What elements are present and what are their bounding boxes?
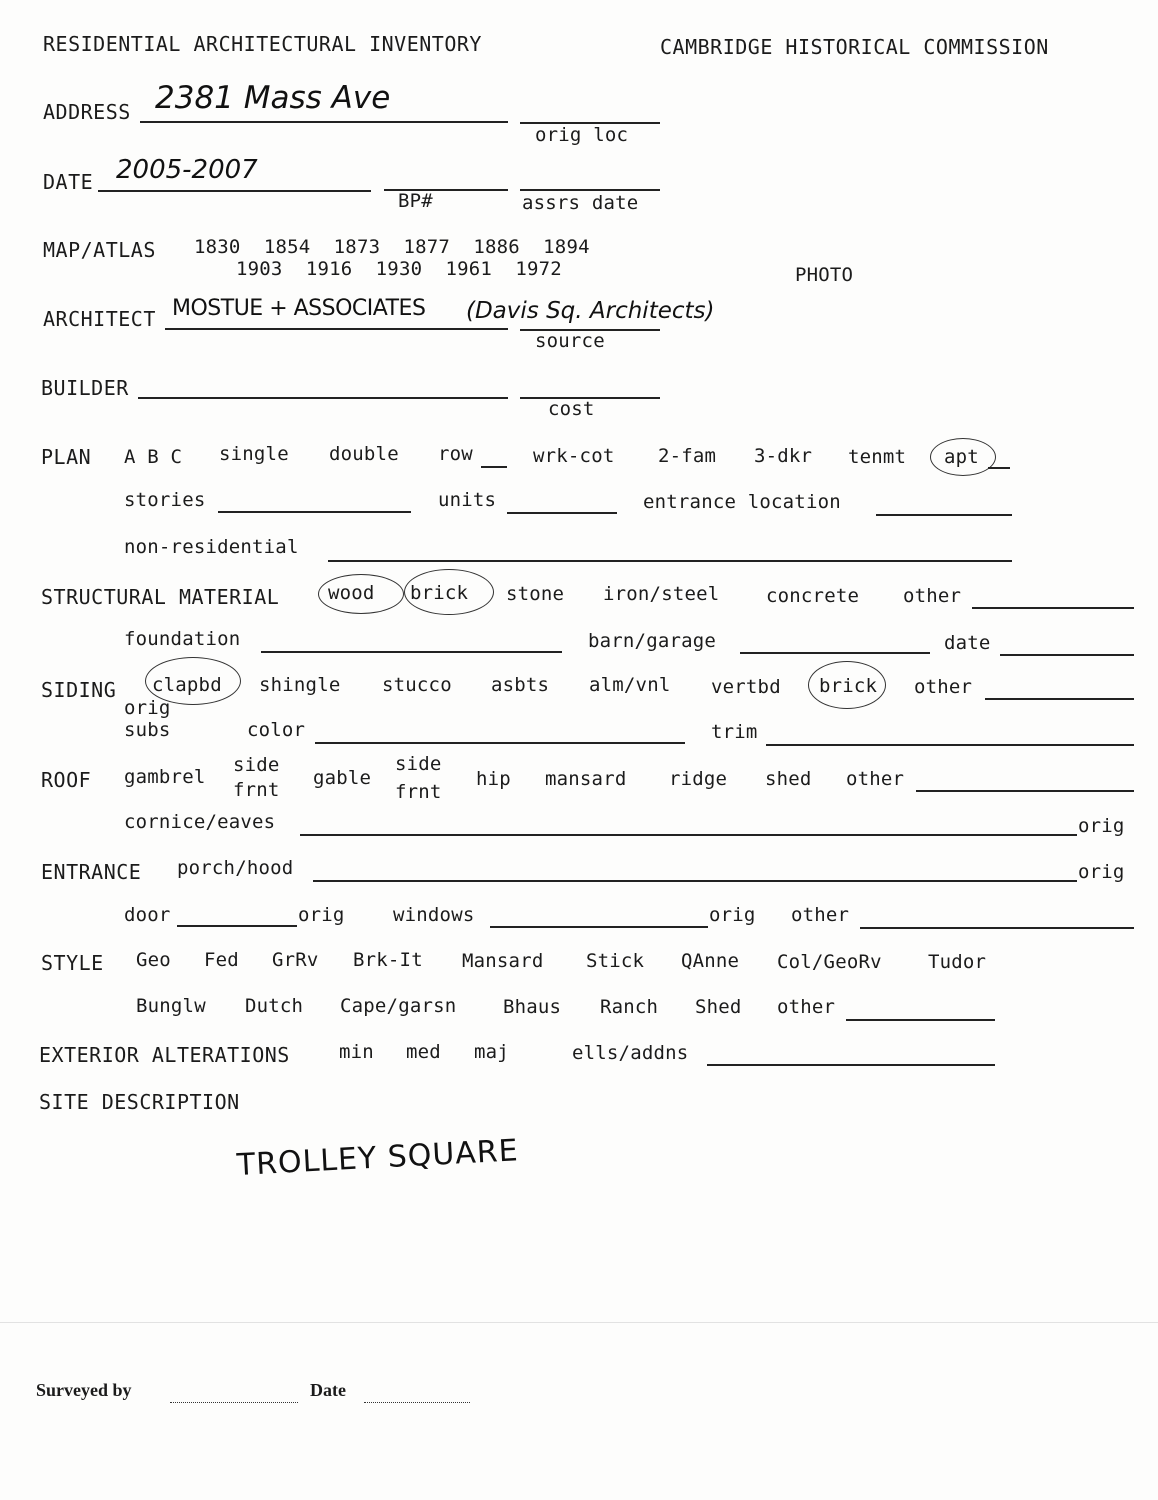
architect-value: MOSTUE + ASSOCIATES (172, 296, 426, 321)
roof-hip[interactable]: hip (476, 768, 511, 790)
stories-label: stories (124, 489, 206, 511)
style-qanne[interactable]: QAnne (681, 950, 740, 972)
style-shed[interactable]: Shed (695, 996, 742, 1018)
plan-double[interactable]: double (329, 443, 399, 465)
commission-name: CAMBRIDGE HISTORICAL COMMISSION (660, 35, 1049, 59)
style-other[interactable]: other (777, 996, 836, 1018)
exterior-alterations-label: EXTERIOR ALTERATIONS (39, 1043, 290, 1067)
roof-frnt-2[interactable]: frnt (395, 781, 442, 803)
siding-shingle[interactable]: shingle (259, 674, 341, 696)
map-atlas-label: MAP/ATLAS (43, 238, 156, 262)
siding-other-line[interactable] (985, 698, 1134, 700)
style-col-georv[interactable]: Col/GeoRv (777, 951, 882, 973)
architect-source-value: (Davis Sq. Architects) (466, 298, 715, 324)
siding-clapbd[interactable]: clapbd (152, 674, 222, 696)
plan-apt[interactable]: apt (944, 446, 979, 468)
roof-other-line[interactable] (916, 790, 1134, 792)
survey-date-line[interactable] (364, 1402, 470, 1403)
date-label: DATE (43, 170, 94, 194)
siding-stucco[interactable]: stucco (382, 674, 452, 696)
assrs-date-line[interactable] (520, 189, 660, 191)
struct-stone[interactable]: stone (506, 583, 565, 605)
struct-other[interactable]: other (903, 585, 962, 607)
roof-label: ROOF (41, 768, 92, 792)
roof-side-2[interactable]: side (395, 753, 442, 775)
site-description-label: SITE DESCRIPTION (39, 1090, 240, 1114)
siding-orig[interactable]: orig (124, 697, 171, 719)
style-mansard[interactable]: Mansard (462, 950, 544, 972)
units-line[interactable] (507, 512, 617, 514)
plan-apt-line[interactable] (988, 467, 1010, 469)
windows-label: windows (393, 904, 475, 926)
struct-concrete[interactable]: concrete (766, 585, 860, 607)
cornice-eaves-label: cornice/eaves (124, 811, 276, 833)
barn-garage-line[interactable] (740, 652, 930, 654)
bp-label: BP# (398, 190, 433, 212)
surveyed-by-label: Surveyed by (36, 1380, 132, 1400)
style-cape-garsn[interactable]: Cape/garsn (340, 995, 457, 1017)
roof-other[interactable]: other (846, 768, 905, 790)
foundation-line[interactable] (261, 651, 562, 653)
roof-gambrel[interactable]: gambrel (124, 766, 206, 788)
form-title: RESIDENTIAL ARCHITECTURAL INVENTORY (43, 32, 482, 56)
style-geo[interactable]: Geo (136, 949, 171, 971)
plan-row[interactable]: row (438, 443, 473, 465)
color-line[interactable] (315, 742, 685, 744)
structural-label: STRUCTURAL MATERIAL (41, 585, 280, 609)
siding-label: SIDING (41, 678, 117, 702)
alt-maj[interactable]: maj (474, 1041, 509, 1063)
orig-loc-label: orig loc (535, 124, 629, 146)
apt-circle-mark (930, 438, 996, 476)
source-label: source (535, 330, 605, 352)
style-grrv[interactable]: GrRv (272, 949, 319, 971)
plan-abc[interactable]: A B C (124, 446, 183, 468)
plan-row-line[interactable] (481, 466, 507, 468)
address-label: ADDRESS (43, 100, 131, 124)
style-brk-it[interactable]: Brk-It (353, 949, 423, 971)
entrance-location-line[interactable] (876, 514, 1012, 516)
style-fed[interactable]: Fed (204, 949, 239, 971)
site-description-value: TROLLEY SQUARE (236, 1133, 520, 1183)
alt-med[interactable]: med (406, 1041, 441, 1063)
map-years-row1: 1830 1854 1873 1877 1886 1894 (194, 236, 590, 258)
cornice-orig[interactable]: orig (1078, 815, 1125, 837)
date-line[interactable] (98, 190, 371, 192)
cornice-eaves-line[interactable] (300, 834, 1077, 836)
roof-ridge[interactable]: ridge (669, 768, 728, 790)
architect-label: ARCHITECT (43, 307, 156, 331)
style-stick[interactable]: Stick (586, 950, 645, 972)
plan-single[interactable]: single (219, 443, 289, 465)
foundation-label: foundation (124, 628, 241, 650)
builder-line[interactable] (138, 397, 508, 399)
address-line[interactable] (140, 121, 508, 123)
cost-label: cost (548, 398, 595, 420)
architect-line[interactable] (165, 328, 508, 330)
siding-other[interactable]: other (914, 676, 973, 698)
style-bunglw[interactable]: Bunglw (136, 995, 206, 1017)
siding-subs[interactable]: subs (124, 719, 171, 741)
trim-label: trim (711, 721, 758, 743)
page-fold (0, 1322, 1158, 1323)
roof-mansard[interactable]: mansard (545, 768, 627, 790)
door-line[interactable] (177, 925, 297, 927)
survey-date-label: Date (310, 1380, 346, 1400)
non-residential-line[interactable] (328, 560, 1012, 562)
siding-asbts[interactable]: asbts (491, 674, 550, 696)
surveyed-by-line[interactable] (170, 1402, 298, 1403)
roof-side-1[interactable]: side (233, 754, 280, 776)
style-bhaus[interactable]: Bhaus (503, 996, 562, 1018)
ells-addns-line[interactable] (707, 1064, 995, 1066)
porch-hood-line[interactable] (313, 880, 1077, 882)
style-label: STYLE (41, 951, 104, 975)
plan-3-dkr[interactable]: 3-dkr (754, 445, 813, 467)
windows-line[interactable] (490, 926, 708, 928)
date-value: 2005-2007 (116, 155, 258, 185)
door-orig[interactable]: orig (298, 904, 345, 926)
struct-date-label: date (944, 632, 991, 654)
struct-brick[interactable]: brick (410, 582, 469, 604)
struct-date-line[interactable] (1000, 654, 1134, 656)
plan-label: PLAN (41, 445, 92, 469)
plan-2-fam[interactable]: 2-fam (658, 445, 717, 467)
roof-shed[interactable]: shed (765, 768, 812, 790)
windows-orig[interactable]: orig (709, 904, 756, 926)
trim-line[interactable] (766, 744, 1134, 746)
style-tudor[interactable]: Tudor (928, 951, 987, 973)
plan-wrk-cot[interactable]: wrk-cot (533, 445, 615, 467)
photo-label: PHOTO (795, 264, 854, 286)
style-ranch[interactable]: Ranch (600, 996, 659, 1018)
map-years-row2: 1903 1916 1930 1961 1972 (236, 258, 562, 280)
siding-alm-vnl[interactable]: alm/vnl (589, 674, 671, 696)
struct-iron-steel[interactable]: iron/steel (603, 583, 720, 605)
siding-vertbd[interactable]: vertbd (711, 676, 781, 698)
assrs-date-label: assrs date (522, 192, 639, 214)
alt-min[interactable]: min (339, 1041, 374, 1063)
style-other-line[interactable] (846, 1019, 995, 1021)
barn-garage-label: barn/garage (588, 630, 717, 652)
plan-tenmt[interactable]: tenmt (848, 446, 907, 468)
units-label: units (438, 489, 497, 511)
entrance-other[interactable]: other (791, 904, 850, 926)
entrance-location-label: entrance location (643, 491, 841, 513)
address-value: 2381 Mass Ave (155, 80, 391, 116)
entrance-other-line[interactable] (860, 927, 1134, 929)
struct-other-line[interactable] (972, 607, 1134, 609)
non-residential-label: non-residential (124, 536, 299, 558)
siding-brick[interactable]: brick (819, 675, 878, 697)
roof-gable[interactable]: gable (313, 767, 372, 789)
color-label: color (247, 719, 306, 741)
porch-orig[interactable]: orig (1078, 861, 1125, 883)
door-label: door (124, 904, 171, 926)
struct-wood[interactable]: wood (328, 582, 375, 604)
ells-addns-label: ells/addns (572, 1042, 689, 1064)
siding-brick-circle-mark (808, 661, 886, 709)
wood-circle-mark (318, 574, 404, 614)
roof-frnt-1[interactable]: frnt (233, 779, 280, 801)
stories-line[interactable] (218, 511, 411, 513)
brick-circle-mark (404, 569, 494, 615)
porch-hood-label: porch/hood (177, 857, 294, 879)
builder-label: BUILDER (41, 376, 129, 400)
entrance-label: ENTRANCE (41, 860, 142, 884)
style-dutch[interactable]: Dutch (245, 995, 304, 1017)
